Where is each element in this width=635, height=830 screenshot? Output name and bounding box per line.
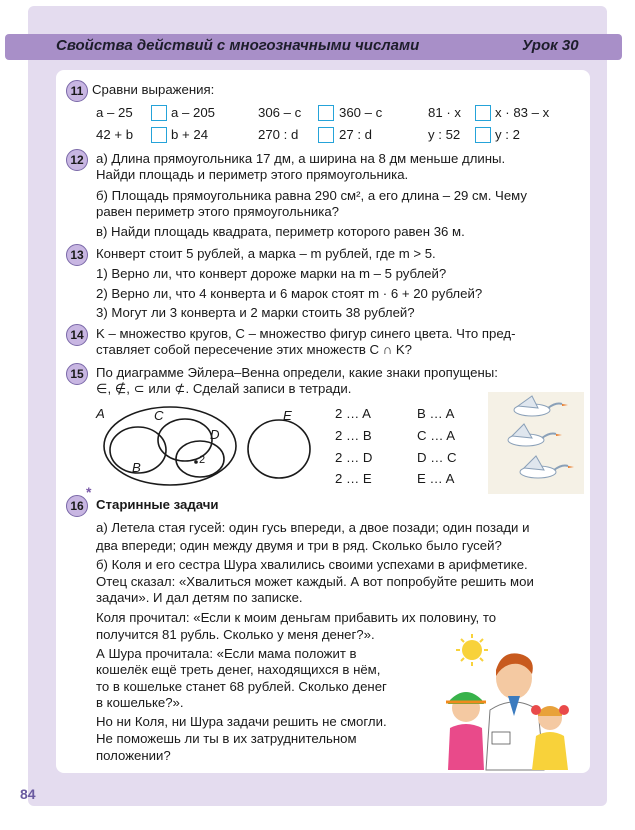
task-16-line: а) Летела стая гусей: один гусь впереди, а двое позади; один позади и [96, 520, 530, 535]
expr: a – 25 [96, 105, 133, 120]
family-illustration [432, 632, 578, 772]
task-15-line: По диаграмме Эйлера–Венна определи, какие знаки пропущены: [96, 365, 498, 380]
task-16-line: А Шура прочитала: «Если мама положит в [96, 646, 357, 661]
compare-box[interactable] [318, 105, 334, 121]
venn-label-e: E [283, 408, 292, 423]
task-13-line: 1) Верно ли, что конверт дороже марки на m – 5 рублей? [96, 266, 447, 281]
task-16-badge: 16 [66, 495, 88, 517]
task-16-line: б) Коля и его сестра Шура хвалились своими успехами в арифметике. [96, 557, 528, 572]
task-13-line: Конверт стоит 5 рублей, а марка – m рублей, где m > 5. [96, 246, 436, 261]
relation-item: 2 … A [335, 406, 371, 421]
compare-box[interactable] [475, 127, 491, 143]
compare-box[interactable] [475, 105, 491, 121]
task-16-line: положении? [96, 748, 171, 763]
page-number: 84 [20, 786, 36, 802]
expr: 306 – c [258, 105, 302, 120]
task-16-line: то в кошельке станет 68 рублей. Сколько денег [96, 679, 387, 694]
expr: 81 · x [428, 105, 461, 120]
relation-item: C … A [417, 428, 456, 443]
asterisk-icon: * [86, 484, 92, 500]
relation-item: 2 … D [335, 450, 373, 465]
expr: y : 2 [495, 127, 520, 142]
geese-illustration [488, 392, 584, 494]
relation-item: 2 … E [335, 471, 372, 486]
task-12-line: Найди площадь и периметр этого прямоугольника. [96, 167, 409, 182]
expr: 27 : d [339, 127, 372, 142]
expr: 360 – c [339, 105, 383, 120]
relation-item: B … A [417, 406, 455, 421]
lesson-label: Урок 30 [522, 37, 579, 54]
task-14-line: ставляет собой пересечение этих множеств C ∩ K? [96, 342, 412, 357]
expr: b + 24 [171, 127, 209, 142]
task-12-line: а) Длина прямоугольника 17 дм, а ширина на 8 дм меньше длины. [96, 151, 506, 166]
note-paper [492, 732, 510, 744]
venn-point-label: 2 [199, 454, 206, 466]
venn-label-c: C [154, 408, 164, 423]
task-16-line: задачи». И дал детям по записке. [96, 590, 303, 605]
task-16-line: получится 81 рубль. Сколько у меня денег?». [96, 627, 375, 642]
task-12-line: в) Найди площадь квадрата, периметр которого равен 36 м. [96, 224, 465, 239]
expr: y : 52 [428, 127, 461, 142]
task-13-badge: 13 [66, 244, 88, 266]
expr: 42 + b [96, 127, 134, 142]
task-12-line: б) Площадь прямоугольника равна 290 см², а его длина – 29 см. Чему [96, 188, 527, 203]
task-12-line: равен периметр этого прямоугольника? [96, 204, 339, 219]
task-13-line: 3) Могут ли 3 конверта и 2 марки стоить 38 рублей? [96, 305, 415, 320]
venn-label-a: A [96, 406, 105, 421]
expr: 270 : d [258, 127, 299, 142]
point-2 [194, 460, 198, 464]
set-e-circle [248, 420, 310, 478]
task-15-line: ∈, ∉, ⊂ или ⊄. Сделай записи в тетради. [96, 381, 352, 396]
task-16-line: кошелёк ещё треть денег, находящихся в нём, [96, 662, 381, 677]
compare-box[interactable] [151, 127, 167, 143]
task-16-line: два впереди; один между двумя и три в ряд. Сколько было гусей? [96, 538, 502, 553]
task-14-badge: 14 [66, 324, 88, 346]
compare-box[interactable] [318, 127, 334, 143]
task-14-line: K – множество кругов, C – множество фигур синего цвета. Что пред- [96, 326, 516, 341]
page-title: Свойства действий с многозначными числами [56, 37, 420, 54]
girl-figure [531, 705, 569, 770]
venn-label-b: B [132, 460, 141, 475]
expr: a – 205 [171, 105, 215, 120]
relation-item: D … C [417, 450, 457, 465]
task-12-badge: 12 [66, 149, 88, 171]
task-16-line: Коля прочитал: «Если к моим деньгам прибавить их половину, то [96, 610, 497, 625]
expr: x · 83 – x [495, 105, 550, 120]
task-15-badge: 15 [66, 363, 88, 385]
task-11-badge: 11 [66, 80, 88, 102]
task-16-line: Отец сказал: «Хвалиться может каждый. А вот попробуйте решить мои [96, 574, 534, 589]
task-16-title: Старинные задачи [96, 497, 219, 512]
compare-box[interactable] [151, 105, 167, 121]
boy-figure [446, 692, 486, 770]
task-11-title: Сравни выражения: [92, 82, 215, 97]
task-13-line: 2) Верно ли, что 4 конверта и 6 марок стоят m · 6 + 20 рублей? [96, 286, 483, 301]
venn-label-d: D [210, 427, 220, 442]
task-16-line: Но ни Коля, ни Шура задачи решить не смогли. [96, 714, 387, 729]
task-16-line: в кошельке?». [96, 695, 184, 710]
task-16-line: Не поможешь ли ты в их затруднительном [96, 731, 357, 746]
sun-icon [456, 634, 488, 666]
relation-item: E … A [417, 471, 455, 486]
relation-item: 2 … B [335, 428, 372, 443]
